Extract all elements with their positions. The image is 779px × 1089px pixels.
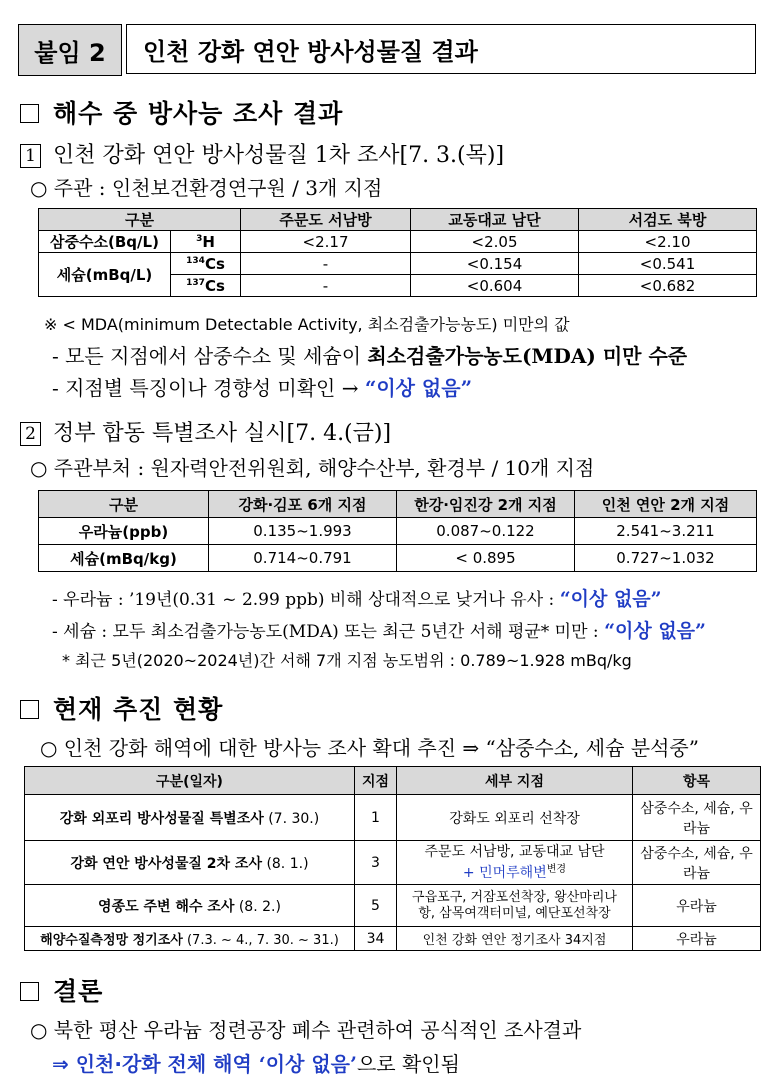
conclusion-line: ○ 북한 평산 우라늄 정련공장 폐수 관련하여 공식적인 조사결과 [30,1018,582,1042]
bullet-trend-result: - 지점별 특징이나 경향성 미확인 → “이상 없음” [52,376,473,400]
table-header: 강화·김포 6개 지점 [209,491,397,518]
conclusion-result: ⇒ 인천·강화 전체 해역 ‘이상 없음’으로 확인됨 [52,1052,460,1076]
page-title: 인천 강화 연안 방사성물질 결과 [126,24,756,74]
section-heading-conclusion: 결론 [20,972,103,1008]
table-header: 지점 [355,767,397,795]
table-header: 교동대교 남단 [411,209,579,231]
table-row: 삼중수소(Bq/L) $^3$H <2.17 <2.05 <2.10 [39,231,757,253]
table-row: 해양수질측정망 정기조사 (7.3. ~ 4., 7. 30. ~ 31.) 34 인천 강화 연안 정기조사 34지점 우라늄 [25,927,761,951]
table-header: 서검도 북방 [579,209,757,231]
square-bullet-icon [20,982,39,1001]
subsection-1-title: 1 인천 강화 연안 방사성물질 1차 조사[7. 3.(목)] [20,138,504,169]
table-header: 인천 연안 2개 지점 [575,491,757,518]
table-header: 세부 지점 [397,767,633,795]
status-summary-line: ○ 인천 강화 해역에 대한 방사능 조사 확대 추진 ⇒ “삼중수소, 세슘 분석중” [40,736,699,760]
table-row: 세슘(mBq/L) $^{134}$Cs - <0.154 <0.541 [39,253,757,275]
table-row: 강화 연안 방사성물질 2차 조사 (8. 1.) 3 주문도 서남방, 교동대교 남단 + 민머루해변$^{변경}$ 삼중수소, 세슘, 우라늄 [25,841,761,885]
table-ongoing-surveys [24,766,761,951]
subsection-2-organizer: ○ 주관부처 : 원자력안전위원회, 해양수산부, 환경부 / 10개 지점 [30,456,595,480]
table-header: 구분(일자) [25,767,355,795]
square-bullet-icon [20,700,39,719]
table-first-survey [38,208,757,297]
bullet-cesium-result: - 세슘 : 모두 최소검출가능농도(MDA) 또는 최근 5년간 서해 평균* 미만 : “이상 없음” [52,620,706,642]
attachment-label: 붙임 2 [18,24,122,76]
bullet-uranium-result: - 우라늄 : ’19년(0.31 ~ 2.99 ppb) 비해 상대적으로 낮거나 유사 : “이상 없음” [52,588,662,610]
table-joint-survey [38,490,757,572]
table-header: 구분 [39,491,209,518]
footnote-west-sea-average: * 최근 5년(2020~2024년)간 서해 7개 지점 농도범위 : 0.789~1.928 mBq/kg [62,651,632,670]
subsection-2-title: 2 정부 합동 특별조사 실시[7. 4.(금)] [20,416,391,447]
table-header: 항목 [633,767,761,795]
section-heading-status: 현재 추진 현황 [20,690,223,726]
section-heading-survey: 해수 중 방사능 조사 결과 [20,94,343,130]
table-header: 주문도 서남방 [241,209,411,231]
table-row: 세슘(mBq/kg) 0.714~0.791 < 0.895 0.727~1.032 [39,545,757,572]
bullet-mda-result: - 모든 지점에서 삼중수소 및 세슘이 최소검출가능농도(MDA) 미만 수준 [52,344,688,368]
table-row: 강화 외포리 방사성물질 특별조사 (7. 30.) 1 강화도 외포리 선착장 삼중수소, 세슘, 우라늄 [25,795,761,841]
mda-note: ※ < MDA(minimum Detectable Activity, 최소검출가능농도) 미만의 값 [44,315,570,334]
square-bullet-icon [20,104,39,123]
table-row: 우라늄(ppb) 0.135~1.993 0.087~0.122 2.541~3.211 [39,518,757,545]
table-header: 한강·임진강 2개 지점 [397,491,575,518]
subsection-1-organizer: ○ 주관 : 인천보건환경연구원 / 3개 지점 [30,176,383,200]
table-row: 영종도 주변 해수 조사 (8. 2.) 5 구읍포구, 거잠포선착장, 왕산마리나항, 삼목여객터미널, 예단포선착장 우라늄 [25,885,761,927]
table-header: 구분 [39,209,241,231]
table-row: $^{137}$Cs - <0.604 <0.682 [39,275,757,297]
